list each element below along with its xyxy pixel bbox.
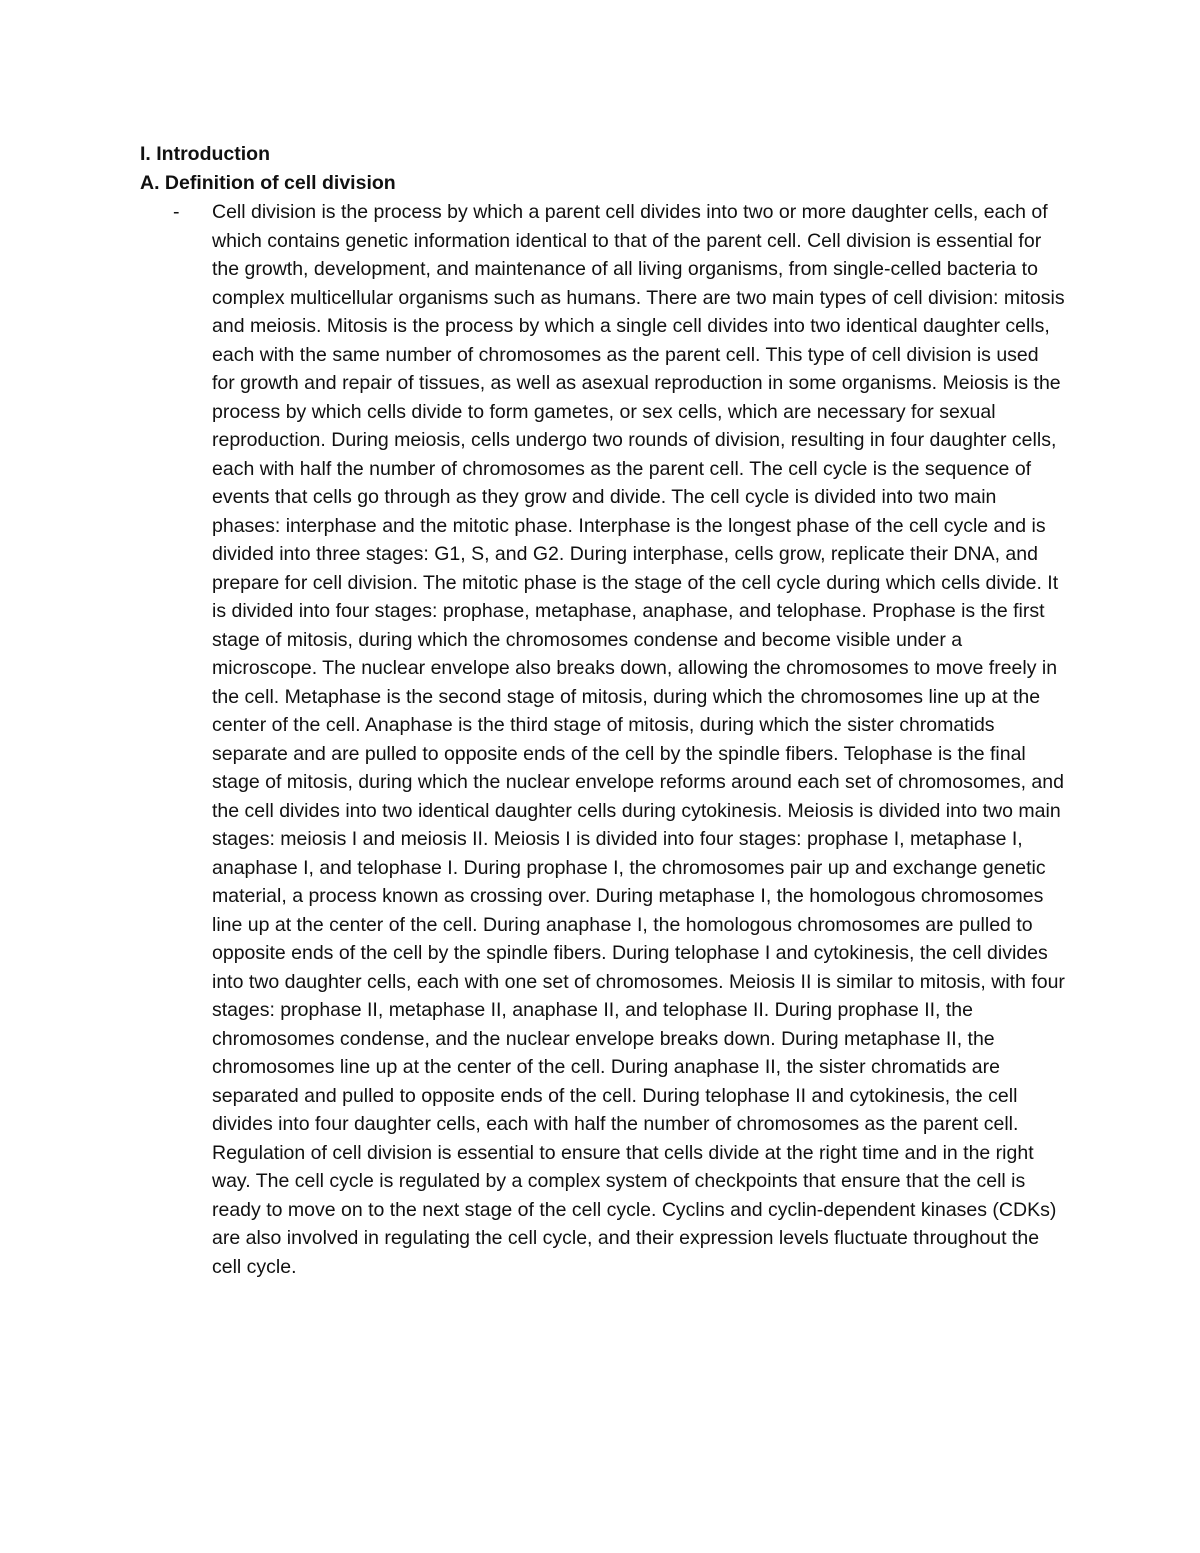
bullet-list-item [140, 198, 1065, 1281]
body-paragraph: Cell division is the process by which a parent cell divides into two or more daughter cells, each of which contains genetic information identical to that of the parent cell. Cell division is essential for the growth, development, and maintenance of all living organisms, from single-celled bacteria to complex multicellular organisms such as humans. There are two main types of cell division: mitosis and meiosis. Mitosis is the process by which a single cell divides into two identical daughter cells, each with the same number of chromosomes as the parent cell. This type of cell division is used for growth and repair of tissues, as well as asexual reproduction in some organisms. Meiosis is the process by which cells divide to form gametes, or sex cells, which are necessary for sexual reproduction. During meiosis, cells undergo two rounds of division, resulting in four daughter cells, each with half the number of chromosomes as the parent cell. The cell cycle is the sequence of events that cells go through as they grow and divide. The cell cycle is divided into two main phases: interphase and the mitotic phase. Interphase is the longest phase of the cell cycle and is divided into three stages: G1, S, and G2. During interphase, cells grow, replicate their DNA, and prepare for cell division. The mitotic phase is the stage of the cell cycle during which cells divide. It is divided into four stages: prophase, metaphase, anaphase, and telophase. Prophase is the first stage of mitosis, during which the chromosomes condense and become visible under a microscope. The nuclear envelope also breaks down, allowing the chromosomes to move freely in the cell. Metaphase is the second stage of mitosis, during which the chromosomes line up at the center of the cell. Anaphase is the third stage of mitosis, during which the sister chromatids separate and are pulled to opposite ends of the cell by the spindle fibers. Telophase is the final stage of mitosis, during which the nuclear envelope reforms around each set of chromosomes, and the cell divides into two identical daughter cells during cytokinesis. Meiosis is divided into two main stages: meiosis I and meiosis II. Meiosis I is divided into four stages: prophase I, metaphase I, anaphase I, and telophase I. During prophase I, the chromosomes pair up and exchange genetic material, a process known as crossing over. During metaphase I, the homologous chromosomes line up at the center of the cell. During anaphase I, the homologous chromosomes are pulled to opposite ends of the cell by the spindle fibers. During telophase I and cytokinesis, the cell divides into two daughter cells, each with one set of chromosomes. Meiosis II is similar to mitosis, with four stages: prophase II, metaphase II, anaphase II, and telophase II. During prophase II, the chromosomes condense, and the nuclear envelope breaks down. During metaphase II, the chromosomes line up at the center of the cell. During anaphase II, the sister chromatids are separated and pulled to opposite ends of the cell. During telophase II and cytokinesis, the cell divides into four daughter cells, each with half the number of chromosomes as the parent cell. Regulation of cell division is essential to ensure that cells divide at the right time and in the right way. The cell cycle is regulated by a complex system of checkpoints that ensure that the cell is ready to move on to the next stage of the cell cycle. Cyclins and cyclin-dependent kinases (CDKs) are also involved in regulating the cell cycle, and their expression levels fluctuate throughout the cell cycle. [212, 201, 1065, 1278]
subsection-heading: A. Definition of cell division [140, 172, 396, 194]
document-body [140, 140, 1065, 1281]
bullet-dash: - [173, 201, 180, 223]
section-heading: I. Introduction [140, 143, 270, 165]
